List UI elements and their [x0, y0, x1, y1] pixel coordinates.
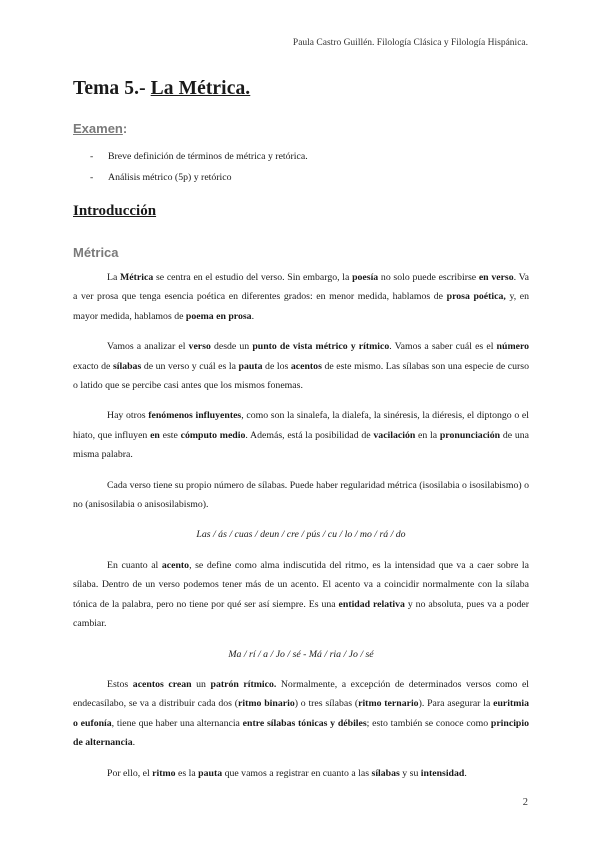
paragraph-1: La Métrica se centra en el estudio del verso. Sin embargo, la poesía no solo puede escribirse en verso. Va a ver prosa que tenga esencia poética en diferentes grados: en menor medida, hablamos de prosa poética, y, en mayor medida, hablamos de poema en prosa. [73, 272, 530, 322]
exam-heading [73, 121, 127, 136]
list-item [90, 172, 308, 193]
exam-bullet-list [90, 151, 308, 193]
bullet-text: Análisis métrico (5p) y retórico [108, 172, 232, 183]
document-body [73, 268, 529, 794]
title-prefix: Tema 5.- [73, 78, 151, 99]
metrica-heading: Métrica [73, 245, 119, 260]
page-title [73, 78, 250, 100]
title-main: La Métrica. [150, 78, 251, 99]
page-number: 2 [522, 797, 528, 808]
list-item [90, 151, 308, 172]
syllable-example-1: Las / ás / cuas / deun / cre / pús / cu / lo / mo / rá / do [196, 529, 406, 541]
paragraph-5: En cuanto al acento, se define como alma indiscutida del ritmo, es la intensidad que va a caer sobre la sílaba. Dentro de un verso podemos tener más de un acento. El acento va a coincidir normalmente con la sílaba tónica de la palabra, pero no tiene por qué ser así siempre. Es una entidad relativa y no absoluta, pues va a poder cambiar. [73, 559, 530, 630]
bullet-dash: - [90, 151, 94, 162]
page-header: Paula Castro Guillén. Filología Clásica y Filología Hispánica. [292, 38, 528, 48]
exam-label: Examen [73, 121, 123, 136]
bullet-dash: - [90, 172, 94, 183]
bullet-text: Breve definición de términos de métrica y retórica. [108, 151, 308, 162]
paragraph-2: Vamos a analizar el verso desde un punto de vista métrico y rítmico. Vamos a saber cuál es el número exacto de sílabas de un verso y cuál es la pauta de los acentos de este mismo. Las sílabas son una especie de curso o latido que se percibe casi antes que los mismos fonemas. [73, 341, 530, 392]
syllable-example-2: Ma / rí / a / Jo / sé - Má / ria / Jo / sé [228, 648, 374, 660]
paragraph-3: Hay otros fenómenos influyentes, como son la sinalefa, la dialefa, la sinéresis, la diéresis, el diptongo o el hiato, que influyen en este cómputo medio. Además, está la posibilidad de vacilación en la pronunciación de una misma palabra. [73, 410, 529, 461]
paragraph-6: Estos acentos crean un patrón rítmico. Normalmente, a excepción de determinados versos como el endecasílabo, se va a distribuir cada dos (ritmo binario) o tres sílabas (ritmo ternario). Para asegurar la euritmia o eufonía, tiene que haber una alternancia entre sílabas tónicas y débiles; esto también se conoce como principio de alternancia. [73, 678, 530, 749]
intro-heading: Introducción [73, 203, 157, 219]
paragraph-4: Cada verso tiene su propio número de sílabas. Puede haber regularidad métrica (isosilabia o isosilabismo) o no (anisosilabia o anisosilabismo). [73, 479, 529, 511]
exam-colon: : [122, 121, 128, 136]
paragraph-7: Por ello, el ritmo es la pauta que vamos a registrar en cuanto a las sílabas y su intensidad. [107, 767, 467, 779]
